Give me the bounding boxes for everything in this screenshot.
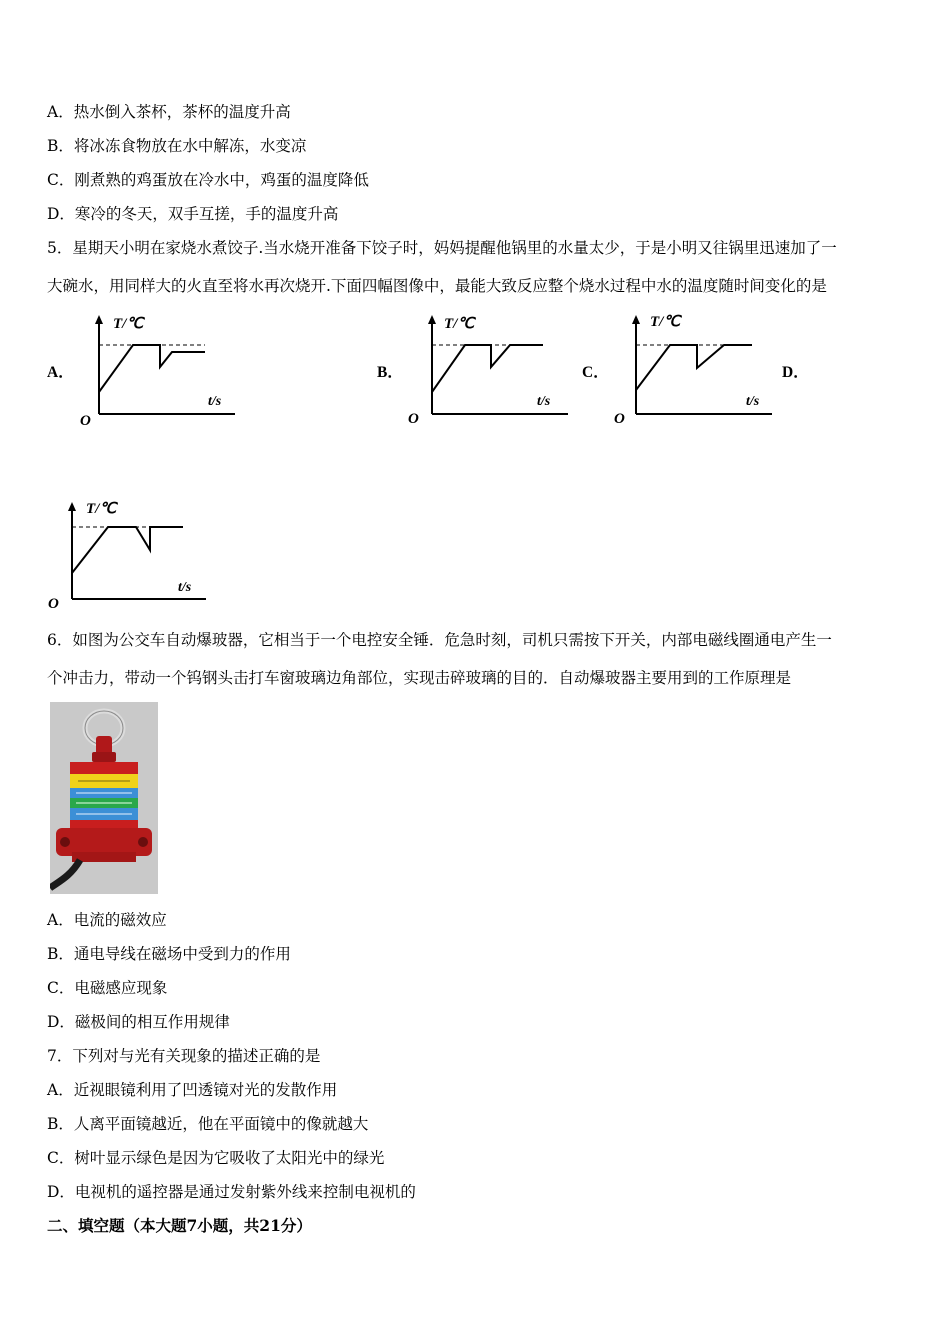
section-2-heading: 二、填空题（本大题7小题，共21分）	[47, 1216, 312, 1235]
temp-curve	[432, 345, 543, 392]
q5-label-a: A．	[47, 364, 74, 381]
glass-breaker-photo	[50, 702, 158, 894]
q6-option-b: B．通电导线在磁场中受到力的作用	[47, 945, 291, 963]
origin-label: O	[408, 411, 419, 427]
q4-option-b: B．将冰冻食物放在水中解冻，水变凉	[47, 137, 307, 155]
q5-graph-b	[408, 310, 573, 430]
q4-option-a: A．热水倒入茶杯，茶杯的温度升高	[47, 103, 291, 121]
y-arrow	[95, 315, 103, 324]
q5-label-d: D．	[782, 364, 809, 381]
axis-x-label: t/s	[178, 580, 192, 595]
origin-label: O	[48, 596, 59, 612]
q5-label-c: C．	[582, 364, 609, 381]
temp-curve	[636, 345, 752, 390]
q6-option-d: D．磁极间的相互作用规律	[47, 1013, 230, 1031]
y-arrow	[68, 502, 76, 511]
axis-y-label: T/℃	[444, 316, 475, 332]
q7-option-b: B．人离平面镜越近，他在平面镜中的像就越大	[47, 1115, 369, 1133]
temp-curve	[72, 527, 183, 573]
origin-label: O	[80, 413, 91, 429]
q6-stem-line1: 6．如图为公交车自动爆玻器，它相当于一个电控安全锤．危急时刻，司机只需按下开关，内部电磁线圈通电产生一	[47, 631, 832, 649]
q5-graph-c	[612, 310, 777, 430]
q7-stem: 7．下列对与光有关现象的描述正确的是	[47, 1047, 321, 1065]
q7-option-c: C．树叶显示绿色是因为它吸收了太阳光中的绿光	[47, 1149, 385, 1167]
origin-label: O	[614, 411, 625, 427]
q5-graph-a	[75, 310, 240, 430]
q4-option-c: C．刚煮熟的鸡蛋放在冷水中，鸡蛋的温度降低	[47, 171, 369, 189]
axis-x-label: t/s	[537, 394, 551, 409]
q5-stem-line1: 5．星期天小明在家烧水煮饺子.当水烧开准备下饺子时，妈妈提醒他锅里的水量太少，于是小明又往锅里迅速加了一	[47, 239, 837, 257]
axis-y-label: T/℃	[113, 316, 144, 332]
q5-graph-d	[48, 495, 213, 615]
axis-x-label: t/s	[746, 394, 760, 409]
q4-option-d: D．寒冷的冬天，双手互搓，手的温度升高	[47, 205, 339, 223]
axis-x-label: t/s	[208, 394, 222, 409]
axis-y-label: T/℃	[86, 501, 117, 517]
temp-curve	[99, 345, 205, 392]
q7-option-d: D．电视机的遥控器是通过发射紫外线来控制电视机的	[47, 1183, 416, 1201]
q7-option-a: A．近视眼镜利用了凹透镜对光的发散作用	[47, 1081, 338, 1099]
q5-label-b: B．	[377, 364, 403, 381]
y-arrow	[428, 315, 436, 324]
y-arrow	[632, 315, 640, 324]
q6-option-c: C．电磁感应现象	[47, 979, 168, 997]
q5-stem-line2: 大碗水，用同样大的火直至将水再次烧开.下面四幅图像中，最能大致反应整个烧水过程中水的温度随时间变化的是	[47, 277, 827, 295]
axis-y-label: T/℃	[650, 314, 681, 330]
q6-option-a: A．电流的磁效应	[47, 911, 167, 929]
q6-stem-line2: 个冲击力，带动一个钨钢头击打车窗玻璃边角部位，实现击碎玻璃的目的．自动爆玻器主要用到的工作原理是	[47, 669, 792, 687]
